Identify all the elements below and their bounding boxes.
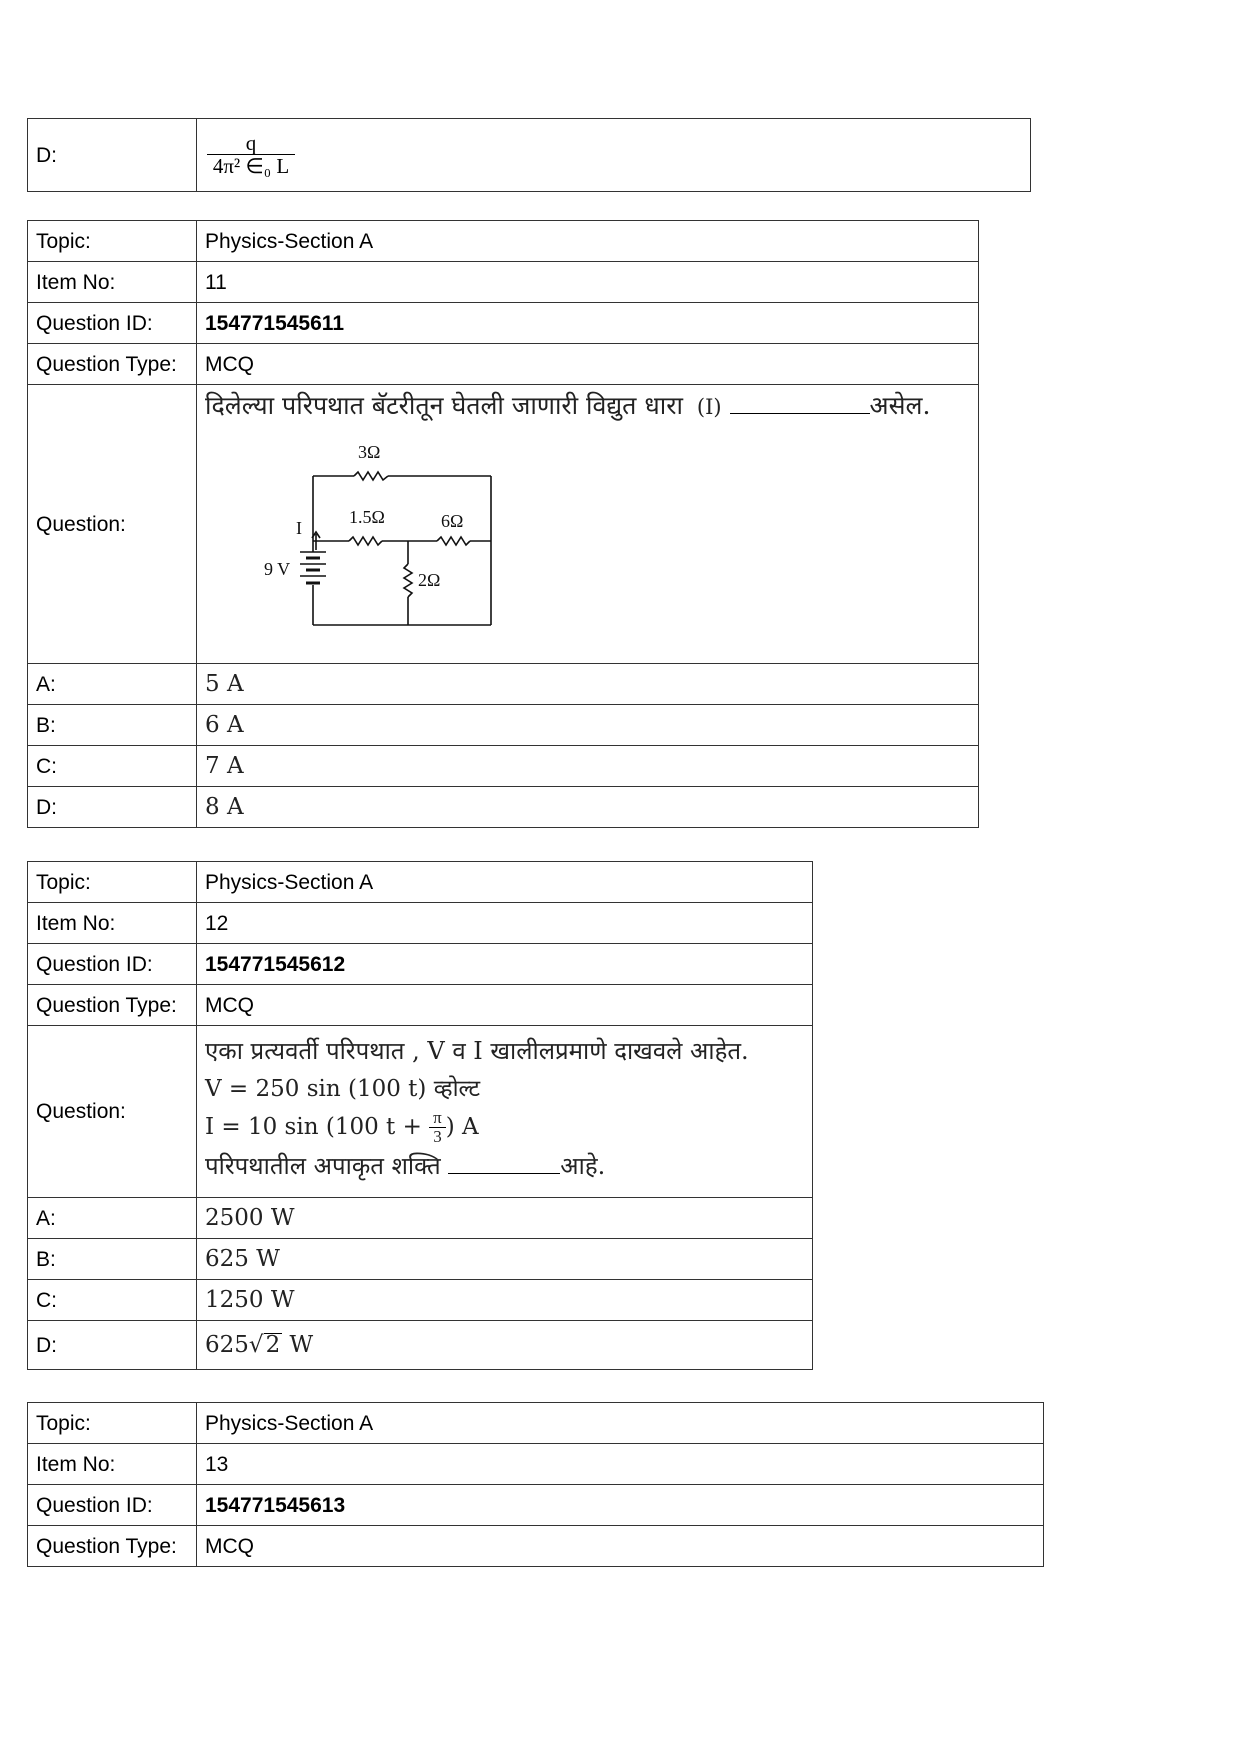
question-11-table (27, 220, 979, 828)
answer-blank (730, 413, 870, 414)
square-root (249, 1333, 282, 1357)
topic-label: Topic: (28, 1403, 197, 1444)
question-type-value: MCQ (197, 344, 979, 385)
option-label: C: (28, 746, 197, 787)
question-id-row (28, 944, 813, 985)
option-row (28, 1280, 813, 1321)
option-label: D: (28, 1321, 197, 1370)
answer-blank (448, 1173, 560, 1174)
option-label: B: (28, 705, 197, 746)
question-type-row (28, 1526, 1044, 1567)
pi-over-3-fraction (429, 1109, 446, 1147)
item-row (28, 262, 979, 303)
current-symbol: (I) (696, 395, 722, 419)
option-label: D: (28, 787, 197, 828)
battery-label: 9 V (264, 559, 291, 579)
option-label: B: (28, 1239, 197, 1280)
item-value: 11 (197, 262, 979, 303)
topic-value: Physics-Section A (197, 1403, 1044, 1444)
option-row (28, 705, 979, 746)
question-line-2: V = 250 sin (100 t) व्होल्ट (205, 1076, 481, 1102)
option-row (28, 1239, 813, 1280)
option-row (28, 1198, 813, 1239)
option-label: D: (28, 119, 197, 192)
resistor-label-mid-left: 1.5Ω (349, 507, 385, 527)
topic-label: Topic: (28, 862, 197, 903)
question-row (28, 1026, 813, 1198)
question-type-label: Question Type: (28, 1526, 197, 1567)
line-3-end: ) A (445, 1114, 479, 1140)
question-id-value: 154771545611 (197, 303, 979, 344)
option-value: 5 A (197, 664, 979, 705)
question-label: Question: (28, 385, 197, 664)
question-label: Question: (28, 1026, 197, 1198)
option-row (28, 664, 979, 705)
option-value: 1250 W (197, 1280, 813, 1321)
option-value (197, 1321, 813, 1370)
item-label: Item No: (28, 1444, 197, 1485)
option-value: 6 A (197, 705, 979, 746)
question-id-row (28, 303, 979, 344)
radical-sign: √ (248, 1332, 264, 1358)
fraction-numerator: π (429, 1109, 446, 1128)
value-suffix: W (289, 1332, 314, 1358)
option-label: A: (28, 1198, 197, 1239)
option-value: 8 A (197, 787, 979, 828)
item-row (28, 903, 813, 944)
option-row (28, 1321, 813, 1370)
option-value: 2500 W (197, 1198, 813, 1239)
fraction-numerator: q (207, 132, 295, 155)
option-row-d (28, 119, 1031, 192)
topic-row (28, 862, 813, 903)
question-id-row (28, 1485, 1044, 1526)
option-value: 7 A (197, 746, 979, 787)
item-label: Item No: (28, 262, 197, 303)
question-type-label: Question Type: (28, 344, 197, 385)
option-label: A: (28, 664, 197, 705)
question-13-table (27, 1402, 1044, 1567)
option-row (28, 746, 979, 787)
option-value: 625 W (197, 1239, 813, 1280)
formula-fraction (207, 132, 295, 178)
question-line-4 (205, 1147, 812, 1185)
question-type-label: Question Type: (28, 985, 197, 1026)
line-3-start: I = 10 sin (100 t + (205, 1114, 422, 1140)
topic-value: Physics-Section A (197, 862, 813, 903)
question-type-value: MCQ (197, 985, 813, 1026)
current-label: I (296, 518, 302, 538)
fraction-denominator: 3 (433, 1127, 442, 1147)
item-label: Item No: (28, 903, 197, 944)
topic-row (28, 221, 979, 262)
resistor-label-vertical: 2Ω (418, 570, 441, 590)
question-text-end: असेल. (869, 391, 931, 420)
resistor-label-mid-right: 6Ω (441, 511, 464, 531)
question-type-row (28, 985, 813, 1026)
question-content (197, 385, 979, 664)
item-row (28, 1444, 1044, 1485)
question-content (197, 1026, 813, 1198)
question-type-row (28, 344, 979, 385)
fraction-denominator: 4π² ∈₀ L (212, 153, 290, 178)
topic-row (28, 1403, 1044, 1444)
question-id-value: 154771545613 (197, 1485, 1044, 1526)
question-text (205, 393, 978, 418)
resistor-label-top: 3Ω (358, 442, 381, 462)
circuit-diagram (230, 428, 520, 643)
option-label: C: (28, 1280, 197, 1321)
option-value (197, 119, 1031, 192)
topic-label: Topic: (28, 221, 197, 262)
radicand: 2 (265, 1332, 281, 1358)
question-type-value: MCQ (197, 1526, 1044, 1567)
value-prefix: 625 (205, 1332, 249, 1358)
item-value: 13 (197, 1444, 1044, 1485)
question-text-main: दिलेल्या परिपथात बॅटरीतून घेतली जाणारी विद्युत धारा (205, 391, 683, 420)
line-4-end: आहे. (560, 1151, 606, 1180)
question-id-label: Question ID: (28, 1485, 197, 1526)
question-id-label: Question ID: (28, 944, 197, 985)
question-id-value: 154771545612 (197, 944, 813, 985)
question-line-1: एका प्रत्यवर्ती परिपथात , V व I खालीलप्रमाणे दाखवले आहेत. (205, 1037, 749, 1065)
question-line-3 (205, 1108, 812, 1147)
prev-option-table (27, 118, 1031, 192)
question-id-label: Question ID: (28, 303, 197, 344)
topic-value: Physics-Section A (197, 221, 979, 262)
item-value: 12 (197, 903, 813, 944)
line-4-start: परिपथातील अपाकृत शक्ति (205, 1151, 441, 1180)
option-row (28, 787, 979, 828)
question-12-table (27, 861, 813, 1370)
question-row (28, 385, 979, 664)
